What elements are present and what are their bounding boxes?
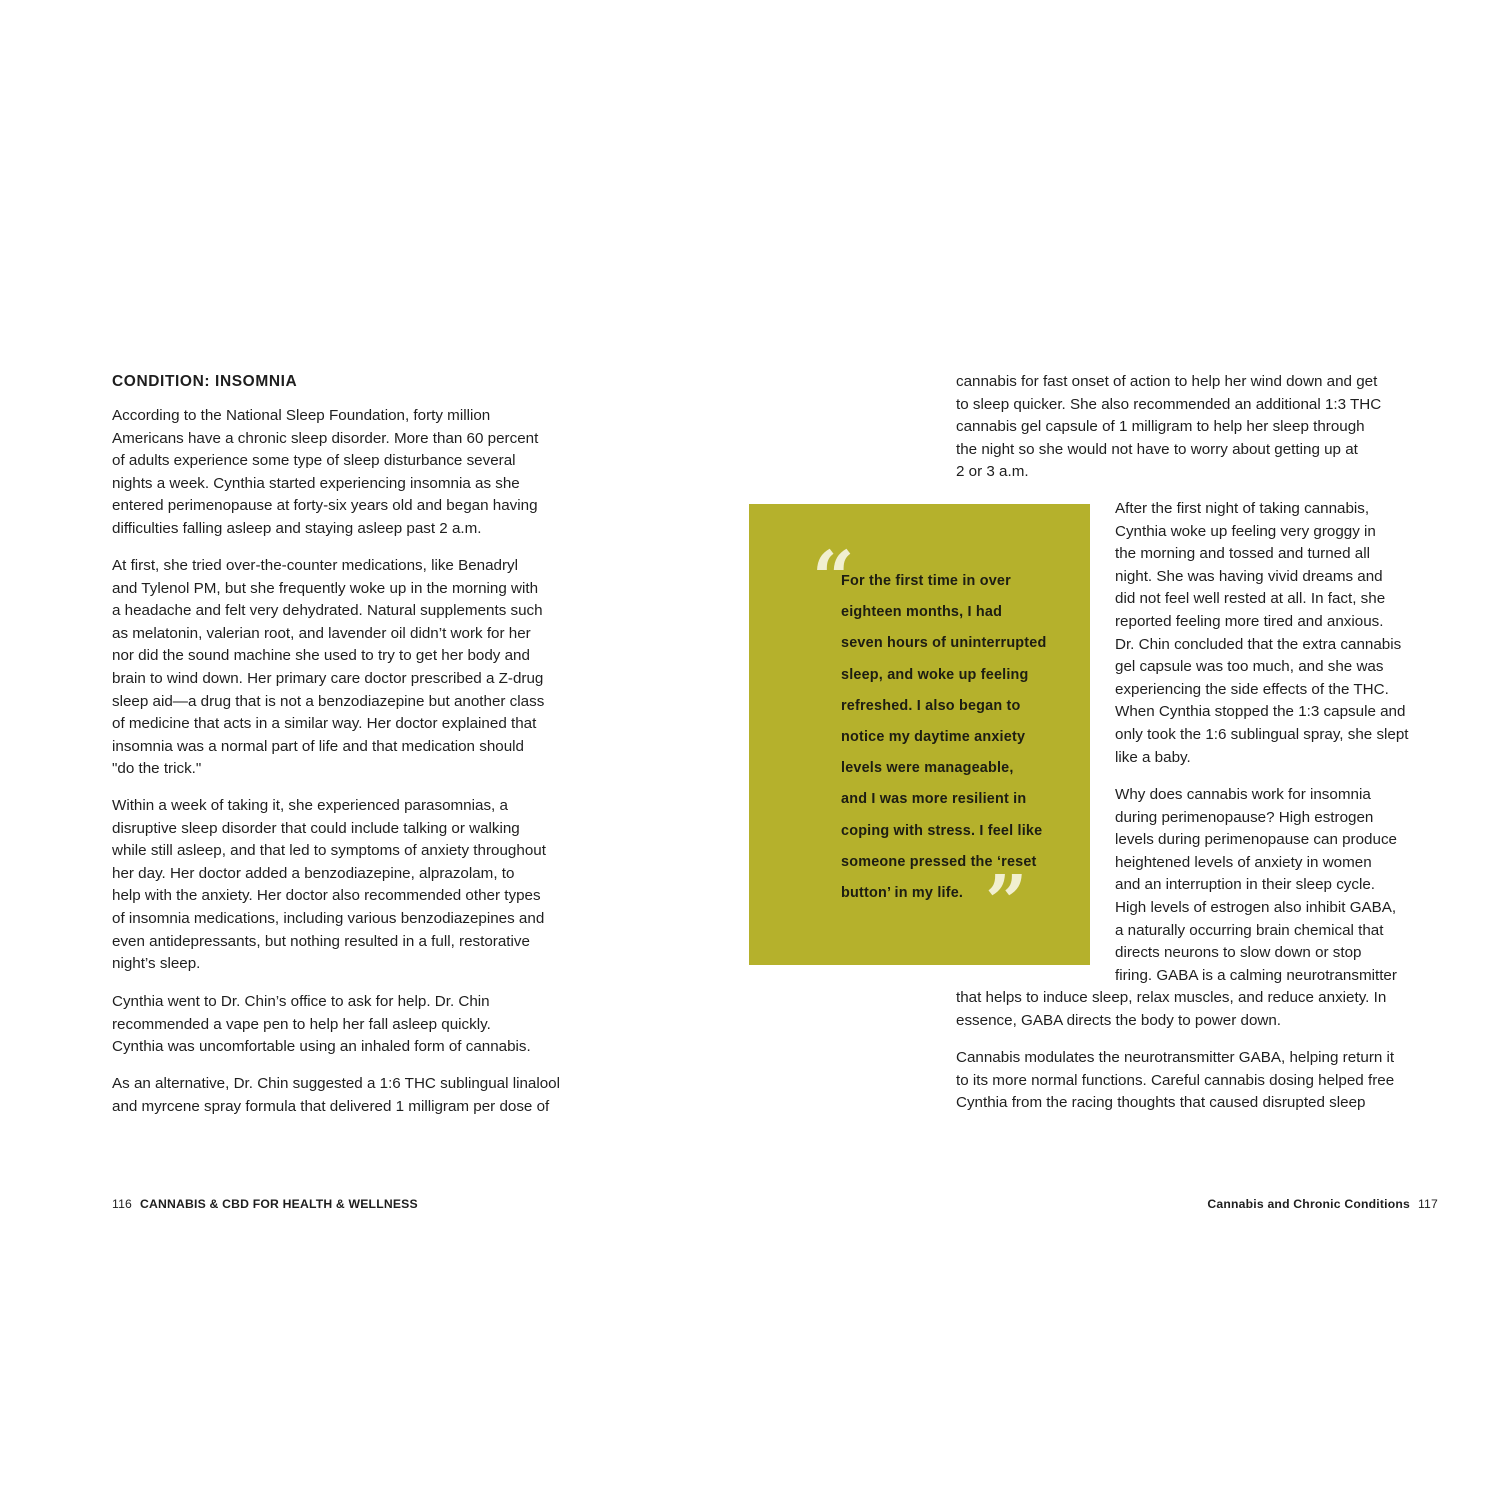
text-line: heightened levels of anxiety in women — [1115, 853, 1372, 871]
text-line: of medicine that acts in a similar way. Her doctor explained that — [112, 715, 537, 733]
text-line: even antidepressants, but nothing resulted in a full, restorative — [112, 932, 530, 950]
footer-left — [112, 1197, 418, 1211]
paragraph-alternative — [112, 1073, 594, 1118]
quote-line: coping with stress. I feel like — [841, 822, 1043, 839]
text-line: help with the anxiety. Her doctor also recommended other types — [112, 887, 541, 905]
text-line: Cannabis modulates the neurotransmitter GABA, helping return it — [956, 1049, 1395, 1066]
text-line: and myrcene spray formula that delivered 1 milligram per dose of — [112, 1097, 550, 1115]
text-line: Why does cannabis work for insomnia — [1115, 786, 1371, 803]
text-line: levels during perimenopause can produce — [1115, 831, 1397, 849]
quote-line: sleep, and woke up feeling — [841, 666, 1029, 683]
text-line: When Cynthia stopped the 1:3 capsule and — [1115, 703, 1406, 721]
running-title-right: Cannabis and Chronic Conditions — [1207, 1197, 1410, 1211]
text-line: of adults experience some type of sleep disturbance several — [112, 452, 516, 470]
paragraph-continued — [956, 371, 1438, 484]
text-line: of insomnia medications, including various benzodiazepines and — [112, 909, 545, 927]
text-line: nor did the sound machine she used to try to get her body and — [112, 647, 530, 665]
pull-quote-box — [749, 504, 1090, 965]
text-line: sleep aid—a drug that is not a benzodiazepine but another class — [112, 692, 545, 710]
text-line: firing. GABA is a calming neurotransmitter — [1115, 966, 1397, 984]
quote-line: seven hours of uninterrupted — [841, 635, 1047, 652]
text-line: while still asleep, and that led to symptoms of anxiety throughout — [112, 842, 546, 860]
running-title-left: CANNABIS & CBD FOR HEALTH & WELLNESS — [140, 1197, 418, 1211]
text-line: Cynthia went to Dr. Chin’s office to ask for help. Dr. Chin — [112, 993, 490, 1010]
paragraph-parasomnias — [112, 795, 594, 976]
text-line: night. She was having vivid dreams and — [1115, 567, 1383, 585]
text-line: "do the trick." — [112, 760, 202, 778]
text-line: Within a week of taking it, she experienced parasomnias, a — [112, 797, 508, 814]
quote-line: button’ in my life. — [841, 885, 964, 902]
page-number-left: 116 — [112, 1197, 133, 1211]
paragraph-first-treatments — [112, 555, 594, 781]
text-line: experiencing the side effects of the THC. — [1115, 680, 1389, 698]
text-line: Cynthia was uncomfortable using an inhaled form of cannabis. — [112, 1038, 531, 1056]
text-line: the night so she would not have to worry about getting up at — [956, 440, 1358, 458]
paragraph-groggy — [1115, 498, 1439, 769]
quote-line: eighteen months, I had — [841, 604, 1003, 621]
text-line: to its more normal functions. Careful cannabis dosing helped free — [956, 1071, 1395, 1089]
text-line: essence, GABA directs the body to power down. — [956, 1011, 1282, 1029]
text-line: recommended a vape pen to help her fall asleep quickly. — [112, 1015, 491, 1033]
text-line: insomnia was a normal part of life and that medication should — [112, 737, 524, 755]
text-line: night’s sleep. — [112, 955, 201, 973]
text-line: as melatonin, valerian root, and lavender oil didn’t work for her — [112, 624, 531, 642]
text-line: and Tylenol PM, but she frequently woke up in the morning with — [112, 579, 539, 597]
text-line: entered perimenopause at forty-six years old and began having — [112, 497, 538, 515]
text-line: Cynthia from the racing thoughts that caused disrupted sleep — [956, 1094, 1366, 1112]
quote-line: refreshed. I also began to — [841, 697, 1021, 714]
close-quote-icon: ” — [985, 860, 1028, 946]
text-line: cannabis gel capsule of 1 milligram to help her sleep through — [956, 418, 1365, 436]
quote-line: For the first time in over — [841, 573, 1011, 589]
text-line: At first, she tried over-the-counter medications, like Benadryl — [112, 557, 519, 574]
text-line: According to the National Sleep Foundation, forty million — [112, 407, 491, 424]
text-line: a naturally occurring brain chemical that — [1115, 921, 1384, 939]
open-quote-icon: “ — [812, 536, 855, 622]
text-line: to sleep quicker. She also recommended an additional 1:3 THC — [956, 395, 1382, 413]
text-line: difficulties falling asleep and staying asleep past 2 a.m. — [112, 519, 482, 537]
text-line: only took the 1:6 sublingual spray, she slept — [1115, 725, 1409, 743]
page-number-right: 117 — [1417, 1197, 1438, 1211]
quote-line: someone pressed the ‘reset — [841, 853, 1037, 870]
paragraph-why-cannabis-continued — [956, 987, 1438, 1032]
text-line: As an alternative, Dr. Chin suggested a 1:6 THC sublingual linalool — [112, 1075, 561, 1092]
footer-right — [1207, 1197, 1438, 1211]
text-line: gel capsule was too much, and she was — [1115, 658, 1384, 676]
text-line: Dr. Chin concluded that the extra cannabis — [1115, 635, 1402, 653]
text-line: the morning and tossed and turned all — [1115, 545, 1370, 563]
text-line: and an interruption in their sleep cycle. — [1115, 876, 1376, 894]
paragraph-why-cannabis — [1115, 784, 1439, 987]
text-line: High levels of estrogen also inhibit GABA, — [1115, 898, 1397, 916]
text-line: did not feel well rested at all. In fact, she — [1115, 590, 1386, 608]
text-line: disruptive sleep disorder that could include talking or walking — [112, 819, 520, 837]
paragraph-gaba — [956, 1047, 1438, 1115]
paragraph-intro — [112, 405, 594, 541]
text-line: Cynthia woke up feeling very groggy in — [1115, 522, 1376, 540]
paragraph-dr-chin-visit — [112, 991, 594, 1059]
text-line: cannabis for fast onset of action to help her wind down and get — [956, 373, 1378, 390]
text-line: nights a week. Cynthia started experiencing insomnia as she — [112, 474, 520, 492]
quote-line: and I was more resilient in — [841, 791, 1027, 808]
text-line: Americans have a chronic sleep disorder. More than 60 percent — [112, 429, 539, 447]
text-line: like a baby. — [1115, 748, 1191, 766]
text-line: brain to wind down. Her primary care doctor prescribed a Z-drug — [112, 669, 544, 687]
text-line: a headache and felt very dehydrated. Natural supplements such — [112, 602, 543, 620]
text-line: during perimenopause? High estrogen — [1115, 808, 1374, 826]
quote-line: notice my daytime anxiety — [841, 729, 1026, 746]
quote-line: levels were manageable, — [841, 760, 1014, 777]
text-line: that helps to induce sleep, relax muscles, and reduce anxiety. In — [956, 989, 1387, 1006]
text-line: 2 or 3 a.m. — [956, 463, 1029, 481]
text-line: her day. Her doctor added a benzodiazepine, alprazolam, to — [112, 864, 515, 882]
text-line: directs neurons to slow down or stop — [1115, 944, 1362, 962]
text-line: reported feeling more tired and anxious. — [1115, 612, 1384, 630]
section-heading: CONDITION: INSOMNIA — [112, 373, 298, 390]
text-line: After the first night of taking cannabis, — [1115, 500, 1370, 517]
pull-quote-text — [841, 566, 1047, 909]
